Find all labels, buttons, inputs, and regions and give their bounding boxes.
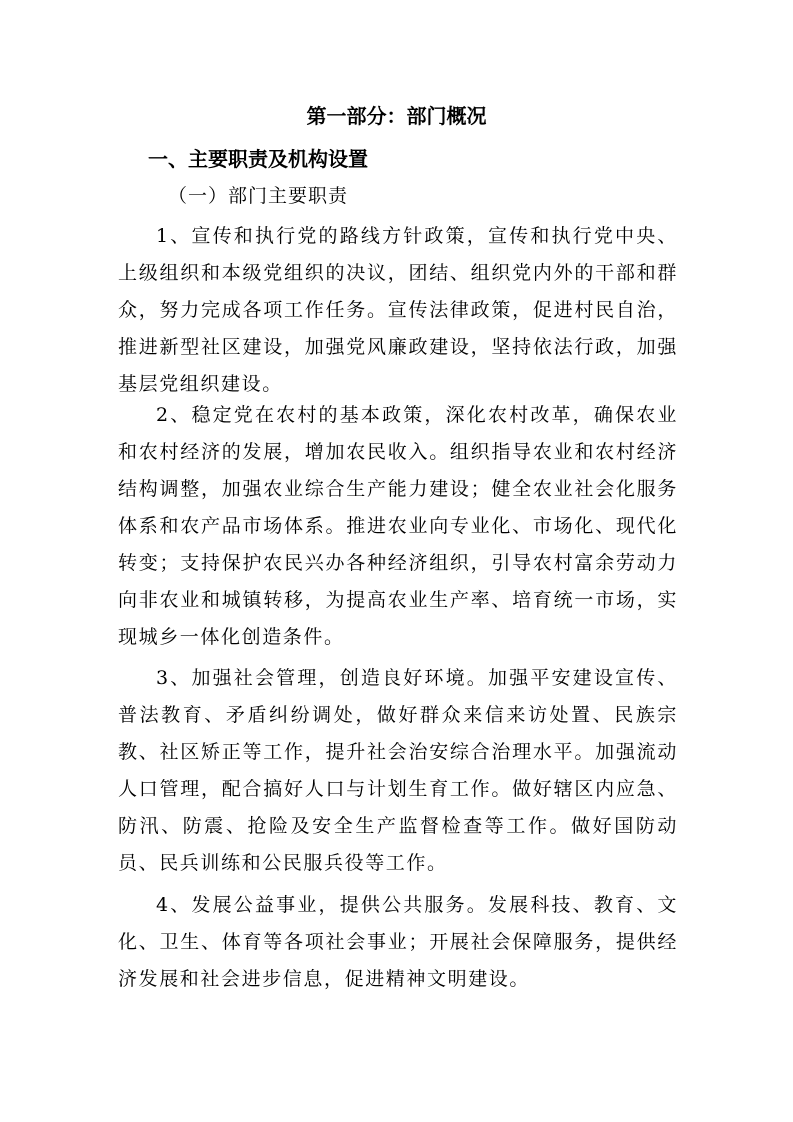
page-title: 第一部分：部门概况: [306, 104, 487, 128]
paragraph-duty-4: 4、发展公益事业，提供公共服务。发展科技、教育、文化、卫生、体育等各项社会事业；开展社会保障服务，提供经济发展和社会进步信息，促进精神文明建设。: [118, 894, 678, 990]
section-heading: 一、主要职责及机构设置: [148, 147, 368, 171]
paragraph-duty-2: 2、稳定党在农村的基本政策，深化农村改革，确保农业和农村经济的发展，增加农民收入。组织指导农业和农村经济结构调整，加强农业综合生产能力建设；健全农业社会化服务体系和农产品市场体系。推进农业向专业化、市场化、现代化转变；支持保护农民兴办各种经济组织，引导农村富余劳动力向非农业和城镇转移，为提高农业生产率、培育统一市场，实现城乡一体化创造条件。: [118, 404, 678, 648]
sub-heading: （一）部门主要职责: [168, 185, 349, 207]
paragraph-duty-3: 3、加强社会管理，创造良好环境。加强平安建设宣传、普法教育、矛盾纠纷调处，做好群众来信来访处置、民族宗教、社区矫正等工作，提升社会治安综合治理水平。加强流动人口管理，配合搞好人口与计划生育工作。做好辖区内应急、防汛、防震、抢险及安全生产监督检查等工作。做好国防动员、民兵训练和公民服兵役等工作。: [118, 667, 678, 874]
paragraph-duty-1: 1、宣传和执行党的路线方针政策，宣传和执行党中央、上级组织和本级党组织的决议，团结、组织党内外的干部和群众，努力完成各项工作任务。宣传法律政策，促进村民自治，推进新型社区建设，加强党风廉政建设，坚持依法行政，加强基层党组织建设。: [118, 225, 678, 395]
